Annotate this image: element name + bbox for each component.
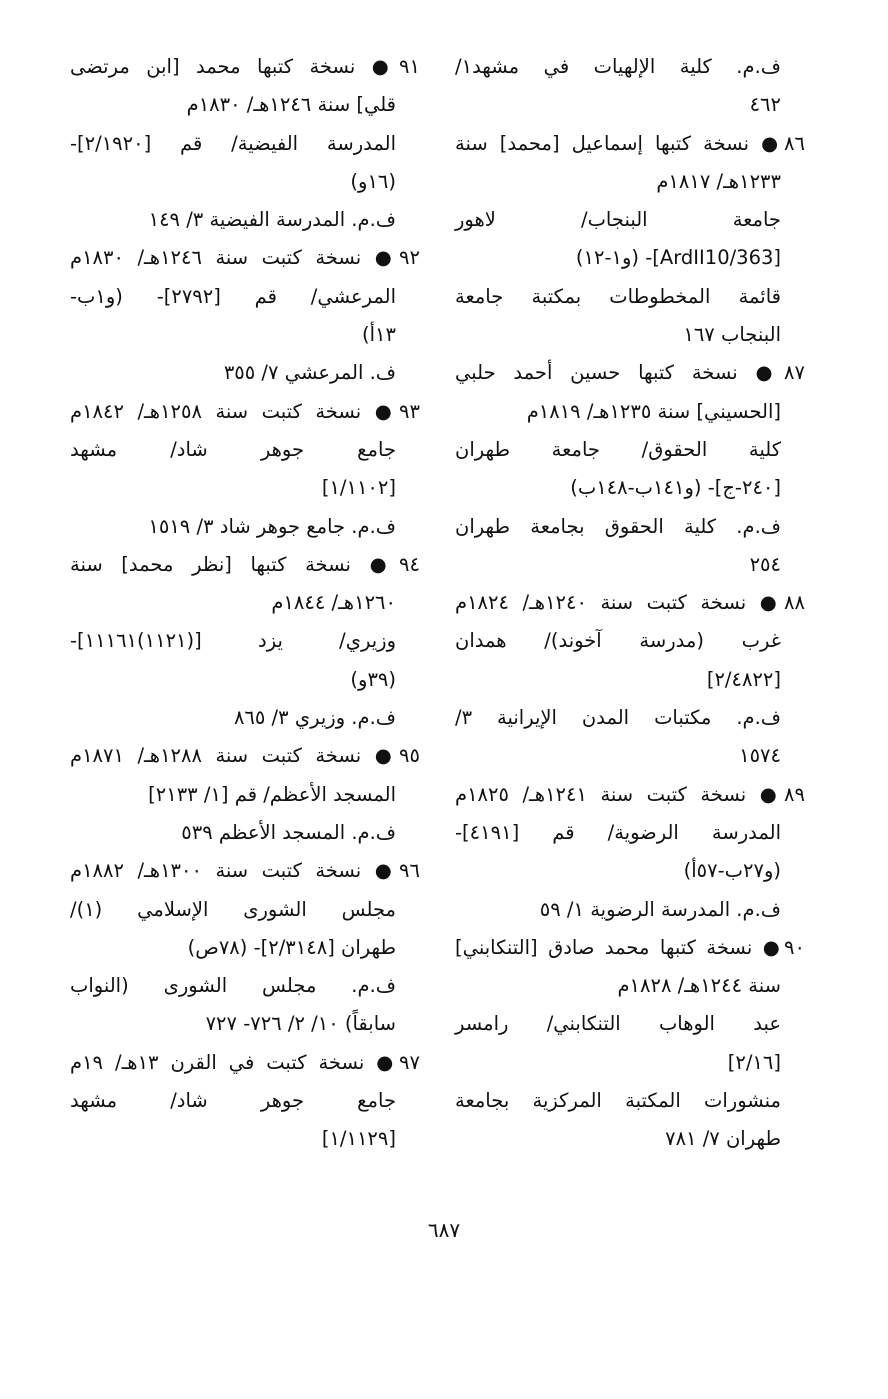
- page-number: ٦٨٧: [427, 1218, 461, 1242]
- text-line: ١٢٦٠هـ/ ١٨٤٤م: [271, 591, 396, 615]
- text-line: ف.م. كلية الحقوق بجامعة طهران: [455, 514, 781, 538]
- left-column: [70, 48, 420, 1159]
- text-line: قلي] سنة ١٢٤٦هـ/ ١٨٣٠م: [186, 93, 396, 117]
- text-line: ٩٧● نسخة كتبت في القرن ١٣هـ/ ١٩م: [70, 1050, 420, 1074]
- text-line: جامع جوهر شاد/ مشهد: [70, 437, 396, 461]
- text-line: ف.م. مكتبات المدن الإيرانية ٣/: [455, 706, 781, 730]
- text-line: ٨٩● نسخة كتبت سنة ١٢٤١هـ/ ١٨٢٥م: [455, 782, 805, 806]
- text-line: [ArdII10/363]- (و١-١٢): [575, 246, 781, 270]
- text-line: [الحسيني] سنة ١٢٣٥هـ/ ١٨١٩م: [526, 399, 781, 423]
- text-line: البنجاب ١٦٧: [683, 323, 781, 347]
- text-line: ف.م. جامع جوهر شاد ٣/ ١٥١٩: [148, 514, 396, 538]
- text-line: ٨٨● نسخة كتبت سنة ١٢٤٠هـ/ ١٨٢٤م: [455, 591, 805, 615]
- text-line: ٨٦● نسخة كتبها إسماعيل [محمد] سنة: [455, 131, 805, 155]
- text-line: ٩٣● نسخة كتبت سنة ١٢٥٨هـ/ ١٨٤٢م: [70, 399, 420, 423]
- text-line: (٣٩و): [350, 667, 396, 691]
- text-line: سنة ١٢٤٤هـ/ ١٨٢٨م: [617, 974, 781, 998]
- text-line: (١٦و): [350, 169, 396, 193]
- text-line: المدرسة الرضوية/ قم [٤١٩١]-: [455, 820, 781, 844]
- text-line: ف.م. مجلس الشورى (النواب: [70, 974, 396, 998]
- text-line: [٢/١٦]: [727, 1050, 781, 1074]
- text-line: ٩٥● نسخة كتبت سنة ١٢٨٨هـ/ ١٨٧١م: [70, 744, 420, 768]
- text-line: [٢٤٠-ج]- (و١٤١ب-١٤٨ب): [570, 476, 781, 500]
- text-line: ف.م. المدرسة الفيضية ٣/ ١٤٩: [148, 208, 396, 232]
- text-line: عبد الوهاب التنكابني/ رامسر: [455, 1012, 781, 1036]
- text-line: غرب (مدرسة آخوند)/ همدان: [455, 629, 781, 653]
- right-column: [455, 48, 805, 1159]
- text-line: طهران ٧/ ٧٨١: [665, 1127, 781, 1151]
- text-line: ٩٤● نسخة كتبها [نظر محمد] سنة: [70, 552, 420, 576]
- text-line: وزيري/ يزد [(١١٢١)١١١٦١]-: [70, 629, 396, 653]
- text-line: طهران [٢/٣١٤٨]- (٧٨ص): [187, 935, 396, 959]
- text-line: ١٥٧٤: [739, 744, 781, 768]
- text-line: ف.م. المسجد الأعظم ٥٣٩: [181, 820, 396, 844]
- text-line: ف.م. كلية الإلهيات في مشهد١/: [455, 55, 781, 78]
- text-line: سابقاً) ١٠/ ٢/ ٧٢٦- ٧٢٧: [205, 1012, 396, 1036]
- text-line: المدرسة الفيضية/ قم [٢/١٩٢٠]-: [70, 131, 396, 155]
- text-line: ١٣أ): [362, 323, 396, 347]
- text-line: ٢٥٤: [749, 552, 781, 576]
- text-line: ٤٦٢: [749, 93, 781, 117]
- text-line: جامع جوهر شاد/ مشهد: [70, 1089, 396, 1113]
- text-line: المرعشي/ قم [٢٧٩٢]- (و١ب-: [70, 284, 396, 308]
- text-line: [١/١١٠٢]: [321, 476, 396, 500]
- text-line: [٢/٤٨٢٢]: [706, 667, 781, 691]
- text-line: ٩١● نسخة كتبها محمد [ابن مرتضى: [70, 55, 420, 78]
- text-line: ف.م. المدرسة الرضوية ١/ ٥٩: [539, 897, 781, 921]
- text-line: ٩٠● نسخة كتبها محمد صادق [التنكابني]: [455, 935, 805, 959]
- text-line: ٩٢● نسخة كتبت سنة ١٢٤٦هـ/ ١٨٣٠م: [70, 246, 420, 270]
- text-line: ٩٦● نسخة كتبت سنة ١٣٠٠هـ/ ١٨٨٢م: [70, 859, 420, 883]
- text-line: قائمة المخطوطات بمكتبة جامعة: [455, 284, 781, 308]
- text-line: [١/١١٢٩]: [321, 1127, 396, 1151]
- text-line: (و٢٧ب-٥٧أ): [683, 859, 781, 883]
- text-line: مجلس الشورى الإسلامي (١)/: [70, 897, 396, 921]
- text-line: ١٢٣٣هـ/ ١٨١٧م: [656, 169, 781, 193]
- text-line: ٨٧● نسخة كتبها حسين أحمد حلبي: [455, 361, 805, 385]
- text-line: كلية الحقوق/ جامعة طهران: [455, 437, 781, 461]
- text-line: المسجد الأعظم/ قم [١/ ٢١٣٣]: [148, 782, 396, 806]
- text-line: جامعة البنجاب/ لاهور: [455, 208, 781, 232]
- text-line: ف. المرعشي ٧/ ٣٥٥: [223, 361, 396, 385]
- text-line: منشورات المكتبة المركزية بجامعة: [455, 1089, 781, 1113]
- text-line: ف.م. وزيري ٣/ ٨٦٥: [233, 706, 396, 730]
